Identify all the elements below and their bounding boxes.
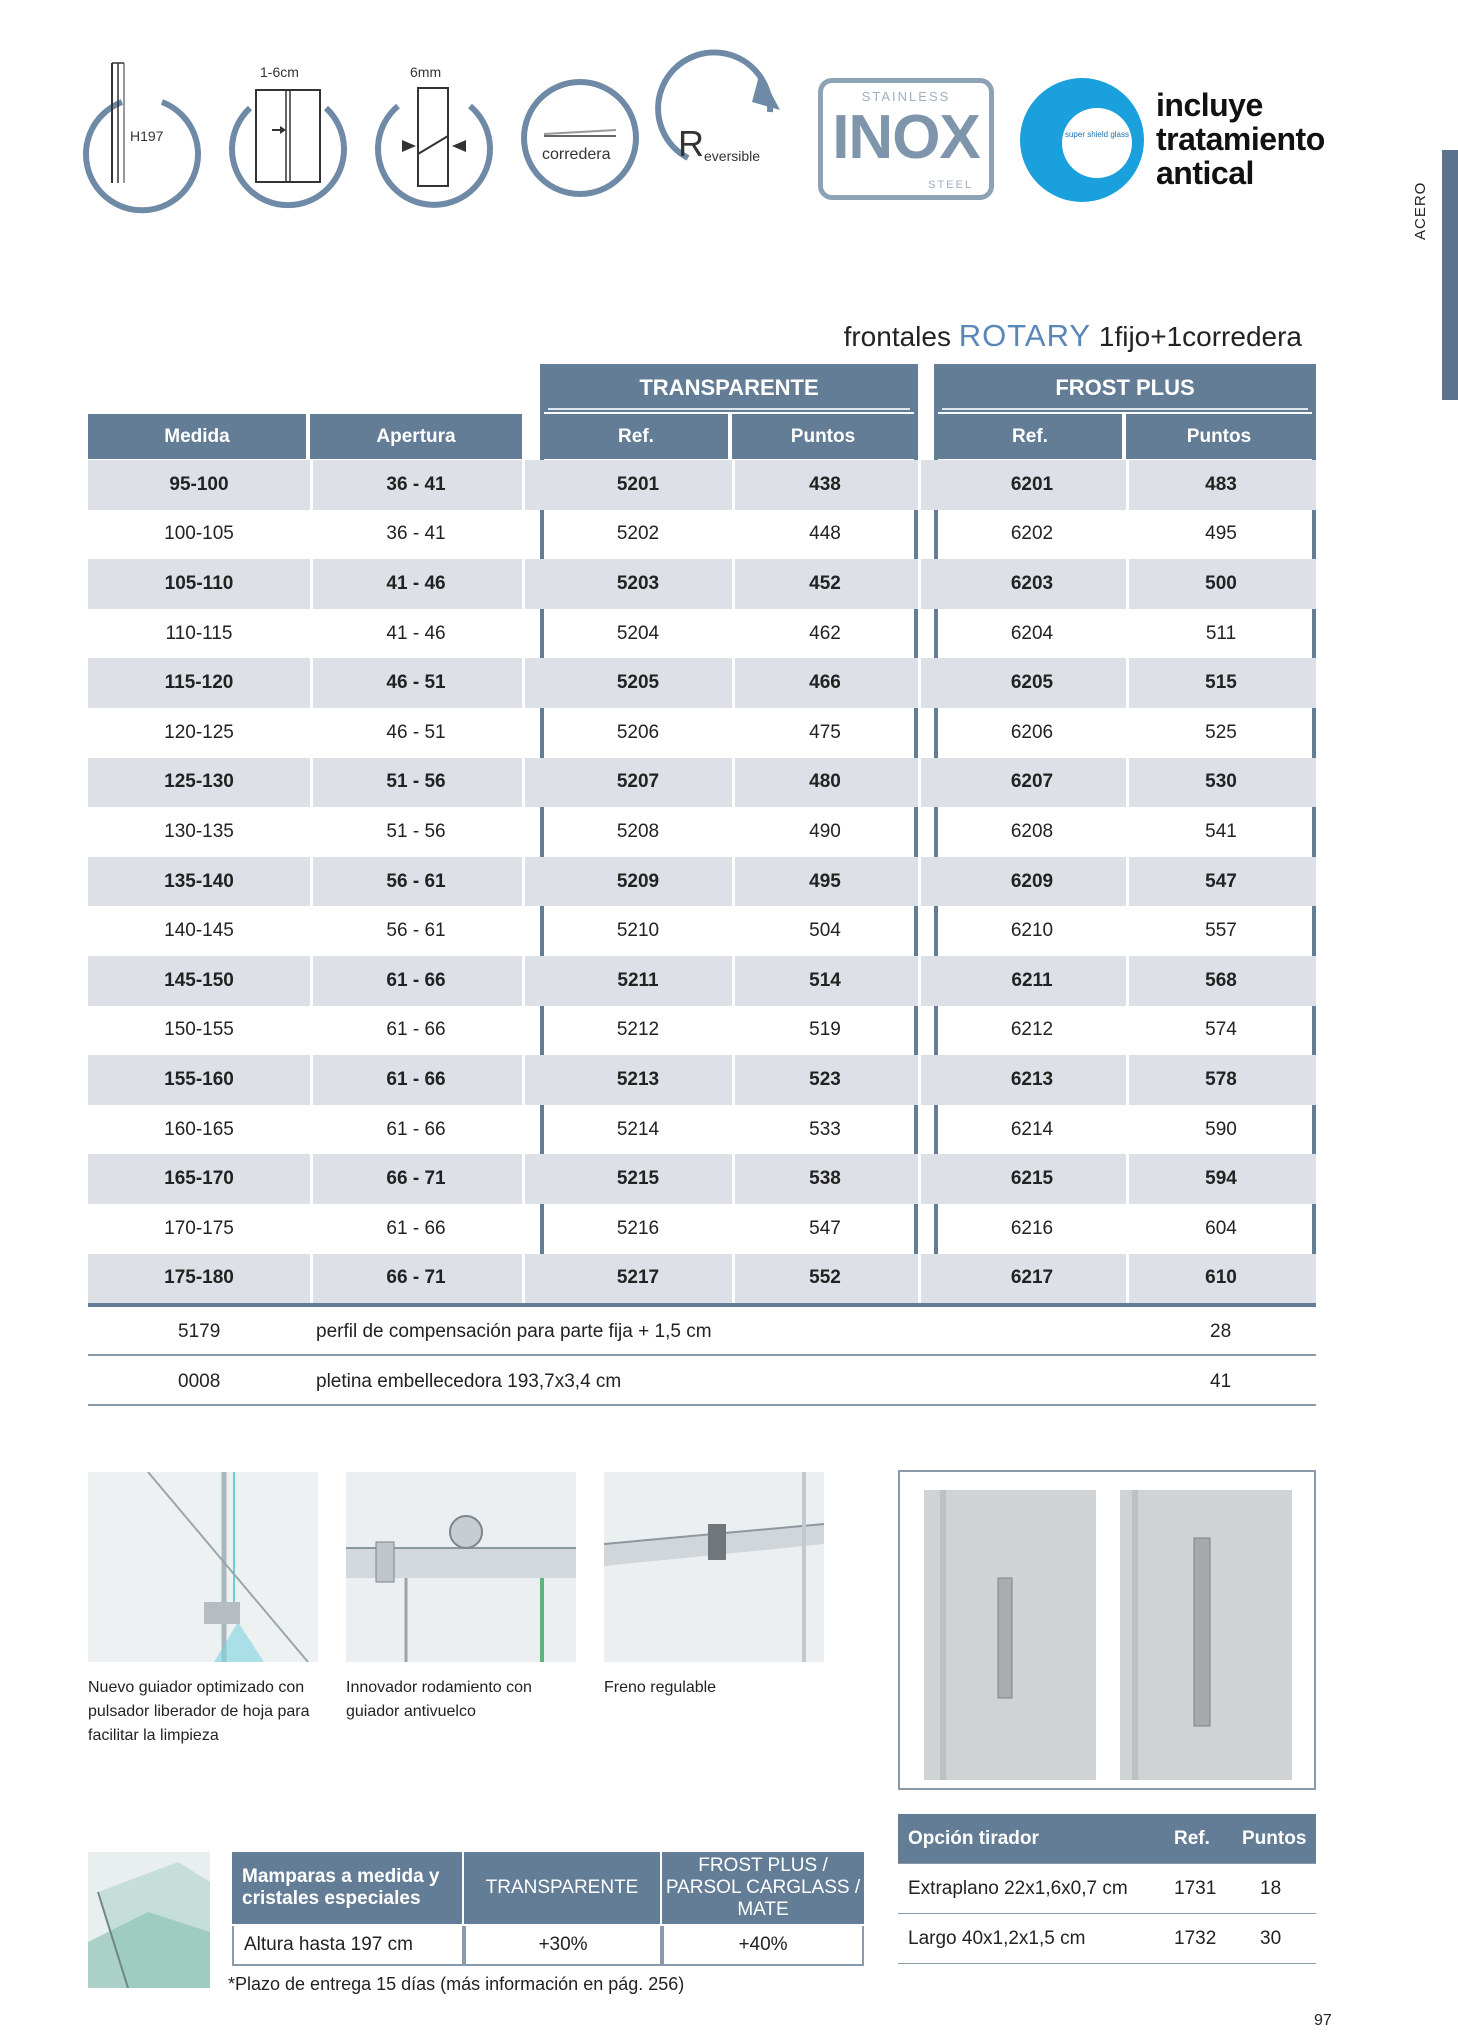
section-tab-bar bbox=[1442, 150, 1458, 400]
puntos-cell: 462 bbox=[809, 622, 841, 644]
apertura-cell: 61 - 66 bbox=[386, 969, 446, 991]
puntos-cell: 514 bbox=[809, 969, 841, 991]
column-separator bbox=[522, 1006, 525, 1056]
reversible-icon bbox=[668, 58, 788, 208]
col-header-puntos-frost: Puntos bbox=[1126, 414, 1312, 459]
handle-photo-box bbox=[898, 1470, 1316, 1790]
column-separator bbox=[1126, 857, 1129, 907]
puntos-cell: 466 bbox=[809, 672, 841, 694]
table-bottom-rule bbox=[88, 1303, 1316, 1307]
height-icon: H197 bbox=[82, 58, 202, 208]
apertura-cell: 66 - 71 bbox=[386, 1168, 446, 1190]
column-separator bbox=[732, 906, 735, 956]
table-row bbox=[88, 758, 1316, 808]
column-separator bbox=[918, 1254, 921, 1304]
apertura-cell: 46 - 51 bbox=[386, 672, 446, 694]
ref-cell: 6206 bbox=[1010, 721, 1054, 743]
column-separator bbox=[1126, 807, 1129, 857]
column-separator bbox=[1126, 1154, 1129, 1204]
apertura-cell: 51 - 56 bbox=[386, 771, 446, 793]
column-separator bbox=[522, 559, 525, 609]
column-separator bbox=[310, 559, 313, 609]
puntos-cell: 523 bbox=[809, 1068, 841, 1090]
column-separator bbox=[522, 1154, 525, 1204]
column-separator bbox=[918, 807, 921, 857]
apertura-cell: 61 - 66 bbox=[386, 1019, 446, 1041]
puntos-cell: 500 bbox=[1205, 572, 1237, 594]
column-separator bbox=[732, 460, 735, 510]
medida-cell: 170-175 bbox=[164, 1217, 234, 1239]
column-separator bbox=[1126, 1006, 1129, 1056]
column-separator bbox=[1126, 559, 1129, 609]
column-separator bbox=[522, 758, 525, 808]
guide-photo bbox=[88, 1472, 318, 1662]
apertura-cell: 56 - 61 bbox=[386, 870, 446, 892]
column-separator bbox=[918, 1055, 921, 1105]
apertura-cell: 36 - 41 bbox=[386, 523, 446, 545]
sliding-door-icon: corredera bbox=[520, 58, 640, 208]
group-header-transparente: TRANSPARENTE bbox=[540, 364, 918, 412]
ref-cell: 5212 bbox=[616, 1019, 660, 1041]
special-row-label: Altura hasta 197 cm bbox=[232, 1926, 464, 1966]
column-separator bbox=[732, 1006, 735, 1056]
ref-cell: 6201 bbox=[1010, 473, 1054, 495]
column-separator bbox=[918, 609, 921, 659]
ref-cell: 6211 bbox=[1011, 969, 1053, 991]
column-separator bbox=[1126, 1105, 1129, 1155]
column-separator bbox=[732, 807, 735, 857]
column-separator bbox=[918, 460, 921, 510]
medida-cell: 95-100 bbox=[169, 473, 229, 495]
ref-cell: 5204 bbox=[616, 622, 660, 644]
puntos-cell: 504 bbox=[809, 920, 841, 942]
ref-cell: 5214 bbox=[616, 1118, 660, 1140]
column-separator bbox=[522, 708, 525, 758]
puntos-cell: 568 bbox=[1205, 969, 1237, 991]
puntos-cell: 483 bbox=[1205, 473, 1237, 495]
reversible-initial: R bbox=[678, 123, 704, 164]
column-separator bbox=[918, 708, 921, 758]
ref-cell: 5209 bbox=[616, 870, 660, 892]
medida-cell: 125-130 bbox=[164, 771, 234, 793]
table-row bbox=[88, 658, 1316, 708]
column-separator bbox=[310, 510, 313, 560]
puntos-cell: 515 bbox=[1205, 672, 1237, 694]
ref-cell: 5205 bbox=[616, 672, 660, 694]
column-separator bbox=[310, 1254, 313, 1304]
column-separator bbox=[1126, 956, 1129, 1006]
column-separator bbox=[310, 1105, 313, 1155]
puntos-cell: 475 bbox=[809, 721, 841, 743]
column-separator bbox=[732, 857, 735, 907]
column-separator bbox=[310, 708, 313, 758]
table-row bbox=[88, 857, 1316, 907]
puntos-cell: 604 bbox=[1205, 1217, 1237, 1239]
puntos-cell: 490 bbox=[809, 820, 841, 842]
column-separator bbox=[918, 956, 921, 1006]
table-row bbox=[88, 1055, 1316, 1105]
ref-cell: 5215 bbox=[616, 1168, 660, 1190]
apertura-cell: 36 - 41 bbox=[386, 473, 446, 495]
column-separator bbox=[732, 758, 735, 808]
column-separator bbox=[1126, 906, 1129, 956]
photo-caption: Innovador rodamiento con guiador antivuelco bbox=[346, 1679, 532, 1720]
column-separator bbox=[522, 1055, 525, 1105]
puntos-cell: 480 bbox=[809, 771, 841, 793]
apertura-cell: 41 - 46 bbox=[386, 622, 446, 644]
ref-cell: 6205 bbox=[1010, 672, 1054, 694]
puntos-cell: 557 bbox=[1205, 920, 1237, 942]
column-separator bbox=[522, 510, 525, 560]
column-separator bbox=[732, 658, 735, 708]
ref-cell: 5208 bbox=[616, 820, 660, 842]
puntos-cell: 547 bbox=[809, 1217, 841, 1239]
apertura-cell: 61 - 66 bbox=[386, 1217, 446, 1239]
table-row bbox=[88, 708, 1316, 758]
antical-icon: super shield glass bbox=[1020, 78, 1144, 202]
accessory-row: 0008 pletina embellecedora 193,7x3,4 cm 41 bbox=[88, 1358, 1316, 1406]
puntos-cell: 448 bbox=[809, 523, 841, 545]
puntos-cell: 578 bbox=[1205, 1068, 1237, 1090]
ref-cell: 6217 bbox=[1010, 1267, 1054, 1289]
column-separator bbox=[522, 460, 525, 510]
puntos-cell: 547 bbox=[1205, 870, 1237, 892]
apertura-cell: 61 - 66 bbox=[386, 1068, 446, 1090]
glass-thickness-icon: 6mm bbox=[374, 58, 494, 208]
column-separator bbox=[522, 609, 525, 659]
puntos-cell: 594 bbox=[1205, 1168, 1237, 1190]
page-number: 97 bbox=[1314, 2012, 1332, 2029]
medida-cell: 100-105 bbox=[164, 523, 234, 545]
column-separator bbox=[732, 1154, 735, 1204]
puntos-cell: 541 bbox=[1205, 820, 1237, 842]
column-separator bbox=[1126, 658, 1129, 708]
adjustment-icon: 1-6cm bbox=[228, 58, 348, 208]
medida-cell: 105-110 bbox=[164, 572, 234, 594]
table-row bbox=[88, 1006, 1316, 1056]
column-separator bbox=[1126, 460, 1129, 510]
apertura-cell: 56 - 61 bbox=[386, 920, 446, 942]
column-separator bbox=[732, 1055, 735, 1105]
ref-cell: 6208 bbox=[1010, 820, 1054, 842]
column-separator bbox=[522, 658, 525, 708]
col-header-apertura: Apertura bbox=[310, 414, 522, 459]
puntos-cell: 511 bbox=[1205, 622, 1237, 644]
ref-cell: 5211 bbox=[617, 969, 659, 991]
ref-cell: 5207 bbox=[616, 771, 660, 793]
ref-cell: 5201 bbox=[616, 473, 660, 495]
table-row bbox=[88, 807, 1316, 857]
ref-cell: 6207 bbox=[1010, 771, 1054, 793]
stainless-steel-badge: STAINLESS INOX STEEL bbox=[818, 78, 994, 200]
column-separator bbox=[918, 1204, 921, 1254]
column-separator bbox=[732, 1254, 735, 1304]
ref-cell: 5216 bbox=[616, 1217, 660, 1239]
special-header-frost: FROST PLUS / PARSOL CARGLASS / MATE bbox=[662, 1852, 864, 1924]
column-separator bbox=[310, 906, 313, 956]
column-separator bbox=[1126, 609, 1129, 659]
column-separator bbox=[1126, 1204, 1129, 1254]
table-row bbox=[88, 1204, 1316, 1254]
ref-cell: 6209 bbox=[1010, 870, 1054, 892]
column-separator bbox=[1126, 758, 1129, 808]
photo-caption: Nuevo guiador optimizado con pulsador liberador de hoja para facilitar la limpieza bbox=[88, 1679, 310, 1744]
column-separator bbox=[522, 807, 525, 857]
reversible-text: eversible bbox=[704, 148, 761, 164]
special-header-title: Mamparas a medida y cristales especiales bbox=[232, 1852, 462, 1924]
medida-cell: 135-140 bbox=[164, 870, 234, 892]
table-row bbox=[88, 956, 1316, 1006]
puntos-cell: 452 bbox=[809, 572, 841, 594]
special-glass-photo bbox=[88, 1852, 210, 1988]
column-separator bbox=[1126, 1055, 1129, 1105]
ref-cell: 6210 bbox=[1010, 920, 1054, 942]
table-row bbox=[88, 609, 1316, 659]
column-separator bbox=[732, 510, 735, 560]
column-separator bbox=[918, 1154, 921, 1204]
column-separator bbox=[310, 956, 313, 1006]
puntos-cell: 574 bbox=[1205, 1019, 1237, 1041]
table-row bbox=[88, 1254, 1316, 1304]
photo-caption: Freno regulable bbox=[604, 1679, 717, 1696]
col-header-medida: Medida bbox=[88, 414, 306, 459]
medida-cell: 155-160 bbox=[164, 1068, 234, 1090]
column-separator bbox=[918, 906, 921, 956]
ref-cell: 6204 bbox=[1010, 622, 1054, 644]
apertura-cell: 51 - 56 bbox=[386, 820, 446, 842]
antical-heading: incluye tratamiento antical bbox=[1156, 87, 1325, 191]
column-separator bbox=[522, 857, 525, 907]
medida-cell: 175-180 bbox=[164, 1267, 234, 1289]
table-row bbox=[88, 1105, 1316, 1155]
puntos-cell: 530 bbox=[1205, 771, 1237, 793]
col-header-ref-transparente: Ref. bbox=[544, 414, 728, 459]
column-separator bbox=[1126, 510, 1129, 560]
ref-cell: 6213 bbox=[1010, 1068, 1054, 1090]
column-separator bbox=[522, 956, 525, 1006]
column-separator bbox=[918, 758, 921, 808]
col-header-puntos-transparente: Puntos bbox=[732, 414, 914, 459]
medida-cell: 145-150 bbox=[164, 969, 234, 991]
ref-cell: 6202 bbox=[1010, 523, 1054, 545]
accessory-row: 5179 perfil de compensación para parte fija + 1,5 cm 28 bbox=[88, 1308, 1316, 1356]
column-separator bbox=[732, 956, 735, 1006]
medida-cell: 120-125 bbox=[164, 721, 234, 743]
column-separator bbox=[522, 1204, 525, 1254]
special-row-transparente: +30% bbox=[464, 1926, 662, 1966]
column-separator bbox=[310, 658, 313, 708]
puntos-cell: 495 bbox=[809, 870, 841, 892]
puntos-cell: 610 bbox=[1205, 1267, 1237, 1289]
medida-cell: 165-170 bbox=[164, 1168, 234, 1190]
column-separator bbox=[1126, 1254, 1129, 1304]
medida-cell: 130-135 bbox=[164, 820, 234, 842]
col-header-ref-frost: Ref. bbox=[938, 414, 1122, 459]
special-header-transparente: TRANSPARENTE bbox=[464, 1852, 660, 1924]
bearing-photo bbox=[346, 1472, 576, 1662]
puntos-cell: 519 bbox=[809, 1019, 841, 1041]
handle-table-row: Extraplano 22x1,6x0,7 cm 1731 18 bbox=[898, 1864, 1316, 1914]
medida-cell: 110-115 bbox=[165, 622, 233, 644]
ref-cell: 5213 bbox=[616, 1068, 660, 1090]
puntos-cell: 552 bbox=[809, 1267, 841, 1289]
column-separator bbox=[310, 857, 313, 907]
apertura-cell: 46 - 51 bbox=[386, 721, 446, 743]
table-row bbox=[88, 460, 1316, 510]
puntos-cell: 495 bbox=[1205, 523, 1237, 545]
handle-table-header: Opción tirador Ref. Puntos bbox=[898, 1814, 1316, 1864]
handle-table bbox=[898, 1814, 1316, 1964]
column-separator bbox=[918, 1006, 921, 1056]
column-separator bbox=[918, 510, 921, 560]
column-separator bbox=[732, 609, 735, 659]
puntos-cell: 590 bbox=[1205, 1118, 1237, 1140]
column-separator bbox=[732, 559, 735, 609]
ref-cell: 5203 bbox=[616, 572, 660, 594]
medida-cell: 115-120 bbox=[164, 672, 234, 694]
ref-cell: 6216 bbox=[1010, 1217, 1054, 1239]
puntos-cell: 538 bbox=[809, 1168, 841, 1190]
apertura-cell: 41 - 46 bbox=[386, 572, 446, 594]
table-row bbox=[88, 510, 1316, 560]
column-separator bbox=[732, 1105, 735, 1155]
column-separator bbox=[732, 708, 735, 758]
group-header-frost-plus: FROST PLUS bbox=[934, 364, 1316, 412]
table-row bbox=[88, 1154, 1316, 1204]
column-separator bbox=[310, 609, 313, 659]
column-separator bbox=[522, 1254, 525, 1304]
special-row-frost: +40% bbox=[662, 1926, 864, 1966]
puntos-cell: 438 bbox=[809, 473, 841, 495]
ref-cell: 6214 bbox=[1010, 1118, 1054, 1140]
medida-cell: 160-165 bbox=[164, 1118, 234, 1140]
column-separator bbox=[310, 758, 313, 808]
handle-table-row: Largo 40x1,2x1,5 cm 1732 30 bbox=[898, 1914, 1316, 1964]
ref-cell: 5202 bbox=[616, 523, 660, 545]
ref-cell: 6212 bbox=[1010, 1019, 1054, 1041]
apertura-cell: 61 - 66 bbox=[386, 1118, 446, 1140]
column-separator bbox=[310, 807, 313, 857]
column-separator bbox=[918, 857, 921, 907]
medida-cell: 150-155 bbox=[164, 1019, 234, 1041]
brake-photo bbox=[604, 1472, 824, 1662]
ref-cell: 5206 bbox=[616, 721, 660, 743]
ref-cell: 6203 bbox=[1010, 572, 1054, 594]
column-separator bbox=[918, 559, 921, 609]
column-separator bbox=[918, 658, 921, 708]
ref-cell: 5210 bbox=[616, 920, 660, 942]
column-separator bbox=[1126, 708, 1129, 758]
column-separator bbox=[310, 460, 313, 510]
medida-cell: 140-145 bbox=[164, 920, 234, 942]
apertura-cell: 66 - 71 bbox=[386, 1267, 446, 1289]
delivery-footnote: *Plazo de entrega 15 días (más información en pág. 256) bbox=[228, 1974, 685, 1994]
column-separator bbox=[310, 1204, 313, 1254]
table-row bbox=[88, 559, 1316, 609]
column-separator bbox=[310, 1055, 313, 1105]
section-tab-label: ACERO bbox=[1412, 181, 1429, 240]
page-title: frontales ROTARY 1fijo+1corredera bbox=[843, 318, 1302, 353]
table-row bbox=[88, 906, 1316, 956]
puntos-cell: 533 bbox=[809, 1118, 841, 1140]
column-separator bbox=[310, 1006, 313, 1056]
puntos-cell: 525 bbox=[1205, 721, 1237, 743]
column-separator bbox=[918, 1105, 921, 1155]
column-separator bbox=[310, 1154, 313, 1204]
ref-cell: 5217 bbox=[616, 1267, 660, 1289]
ref-cell: 6215 bbox=[1010, 1168, 1054, 1190]
column-separator bbox=[522, 1105, 525, 1155]
column-separator bbox=[732, 1204, 735, 1254]
column-separator bbox=[522, 906, 525, 956]
